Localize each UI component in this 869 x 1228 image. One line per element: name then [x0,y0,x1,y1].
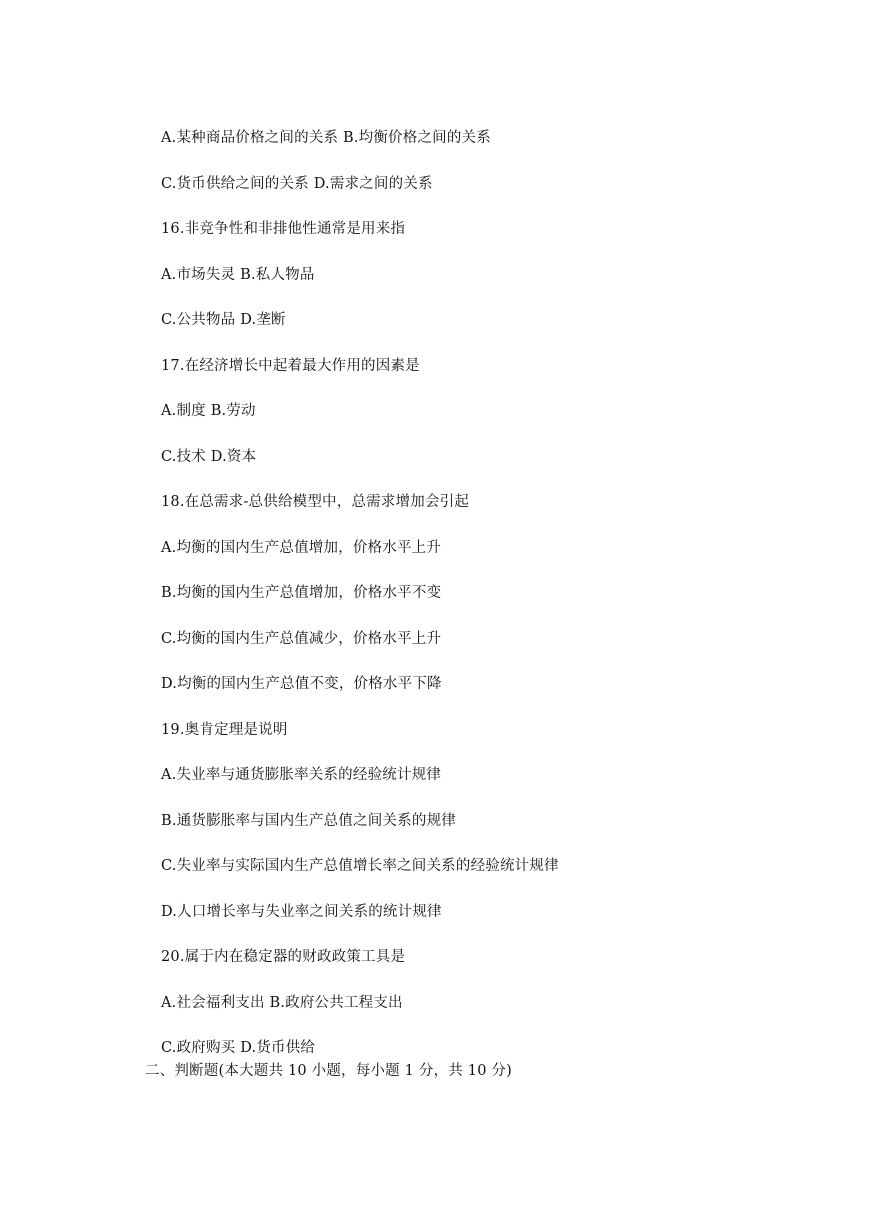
option-q19-b: B.通货膨胀率与国内生产总值之间关系的规律 [161,813,456,829]
option-line-q17-cd: C.技术 D.资本 [161,449,257,465]
option-line-q17-ab: A.制度 B.劳动 [161,403,256,419]
question-20: 20.属于内在稳定器的财政政策工具是 [161,949,406,965]
question-16: 16.非竞争性和非排他性通常是用来指 [161,221,406,237]
option-line-q20-ab: A.社会福利支出 B.政府公共工程支出 [161,995,403,1011]
option-line-q16-cd: C.公共物品 D.垄断 [161,312,286,328]
option-line-q15-cd: C.货币供给之间的关系 D.需求之间的关系 [161,176,433,192]
option-q19-c: C.失业率与实际国内生产总值增长率之间关系的经验统计规律 [161,858,559,874]
question-18: 18.在总需求-总供给模型中，总需求增加会引起 [161,494,470,510]
option-q18-a: A.均衡的国内生产总值增加，价格水平上升 [161,540,442,556]
section-heading-true-false: 二、判断题(本大题共 10 小题，每小题 1 分，共 10 分) [145,1063,512,1079]
option-q18-b: B.均衡的国内生产总值增加，价格水平不变 [161,585,442,601]
option-line-q16-ab: A.市场失灵 B.私人物品 [161,267,315,283]
option-q19-a: A.失业率与通货膨胀率关系的经验统计规律 [161,767,442,783]
option-line-q15-ab: A.某种商品价格之间的关系 B.均衡价格之间的关系 [161,130,491,146]
option-q18-c: C.均衡的国内生产总值减少，价格水平上升 [161,631,442,647]
question-17: 17.在经济增长中起着最大作用的因素是 [161,358,420,374]
option-q18-d: D.均衡的国内生产总值不变，价格水平下降 [161,676,442,692]
option-q19-d: D.人口增长率与失业率之间关系的统计规律 [161,904,442,920]
option-line-q20-cd: C.政府购买 D.货币供给 [161,1040,316,1056]
question-19: 19.奥肯定理是说明 [161,722,288,738]
